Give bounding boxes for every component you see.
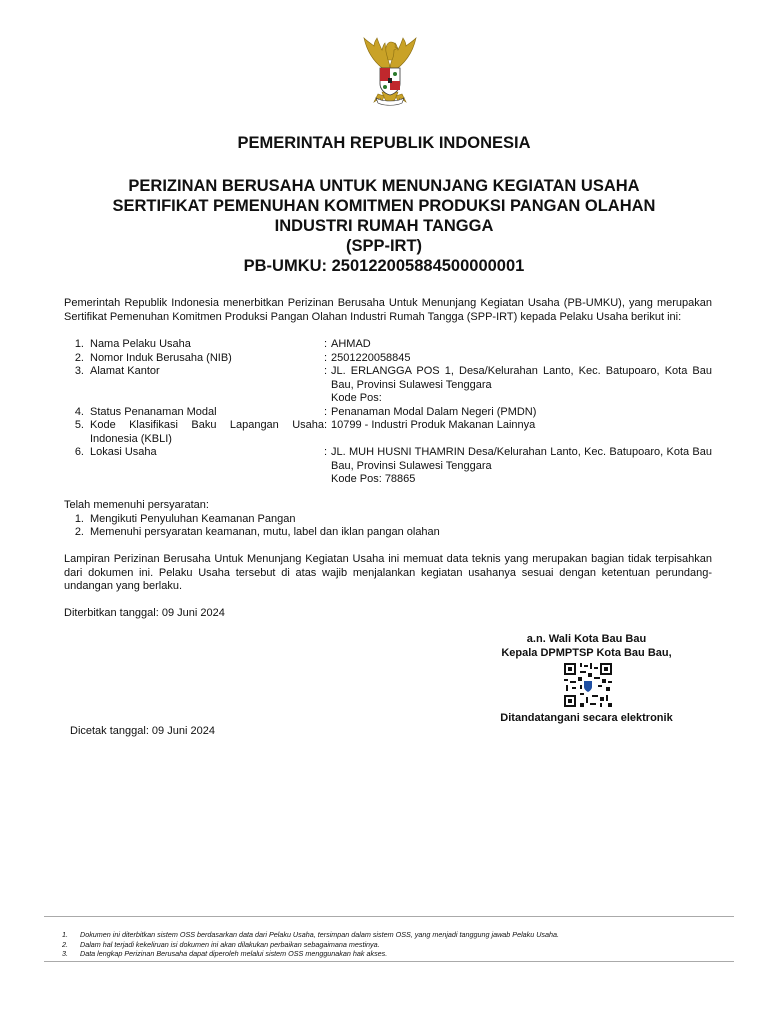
title-line: SERTIFIKAT PEMENUHAN KOMITMEN PRODUKSI PANGAN OLAHAN [112, 197, 656, 215]
business-details [64, 338, 712, 487]
detail-row: 1. Nama Pelaku Usaha : AHMAD [64, 338, 712, 352]
electronic-signature-note: Ditandatangani secara elektronik [500, 712, 673, 724]
detail-number: 4. [74, 405, 84, 418]
detail-value: JL. ERLANGGA POS 1, Desa/Kelurahan Lanto, Kec. Batupoaro, Kota Bau Bau, Provinsi Sulawesi Tenggara Kode Pos: [331, 365, 712, 404]
requirement-item: 2. Memenuhi persyaratan keamanan, mutu, label dan iklan pangan olahan [74, 526, 440, 538]
detail-label: Nama Pelaku Usaha [90, 338, 191, 350]
detail-value: 2501220058845 [331, 351, 411, 364]
detail-number: 1. [74, 338, 84, 350]
signature-official: Kepala DPMPTSP Kota Bau Bau, [501, 647, 672, 659]
title-line: INDUSTRI RUMAH TANGGA [274, 217, 494, 235]
detail-row: 4. Status Penanaman Modal : Penanaman Modal Dalam Negeri (PMDN) [64, 406, 712, 420]
printed-date: Dicetak tanggal: 09 Juni 2024 [70, 725, 215, 737]
detail-row: 5. Kode Klasifikasi Baku Lapangan Usaha Indonesia (KBLI) : 10799 - Industri Produk Makanan Lainnya [64, 419, 712, 446]
detail-number: 2. [74, 351, 84, 364]
requirement-item: 1. Mengikuti Penyuluhan Keamanan Pangan [74, 512, 296, 525]
detail-value: 10799 - Industri Produk Makanan Lainnya [331, 419, 536, 431]
requirements-section [64, 499, 712, 540]
detail-row: 3. Alamat Kantor : JL. ERLANGGA POS 1, Desa/Kelurahan Lanto, Kec. Batupoaro, Kota Bau Bau, Provinsi Sulawesi Tenggara Kode Pos: [64, 365, 712, 406]
detail-label: Kode Klasifikasi Baku Lapangan Usaha Indonesia (KBLI) [90, 419, 324, 445]
detail-row: 2. Nomor Induk Berusaha (NIB) : 2501220058845 [64, 352, 712, 366]
detail-row: 6. Lokasi Usaha : JL. MUH HUSNI THAMRIN Desa/Kelurahan Lanto, Kec. Batupoaro, Kota Bau Bau, Provinsi Sulawesi Tenggara Kode Pos: 78865 [64, 446, 712, 487]
detail-label: Lokasi Usaha [90, 446, 157, 458]
certificate-title [0, 176, 768, 276]
permit-number: PB-UMKU: 250122005884500000001 [243, 257, 525, 275]
government-heading: PEMERINTAH REPUBLIK INDONESIA [237, 134, 531, 152]
detail-label: Status Penanaman Modal [90, 405, 217, 418]
intro-paragraph: Pemerintah Republik Indonesia menerbitkan Perizinan Berusaha Untuk Menunjang Kegiatan Usaha (PB-UMKU), yang merupakan Sertifikat Pemenuhan Komitmen Produksi Pangan Olahan Industri Rumah Tangga (SPP-IRT) kepada Pelaku Usaha berikut ini: [64, 297, 712, 323]
detail-number: 6. [74, 446, 84, 458]
title-line: PERIZINAN BERUSAHA UNTUK MENUNJANG KEGIATAN USAHA [128, 177, 640, 195]
garuda-emblem-icon [352, 32, 428, 110]
footnote-item: 1. Dokumen ini diterbitkan sistem OSS berdasarkan data dari Pelaku Usaha, tersimpan dalam sistem OSS, yang menjadi tanggung jawab Pelaku Usaha. [62, 930, 560, 939]
detail-label: Nomor Induk Berusaha (NIB) [90, 351, 232, 364]
title-line: (SPP-IRT) [345, 237, 423, 255]
signature-on-behalf: a.n. Wali Kota Bau Bau [526, 633, 647, 645]
detail-number: 3. [74, 365, 84, 377]
footnotes [44, 916, 734, 962]
signature-block [480, 632, 693, 660]
footnote-item: 2. Dalam hal terjadi kekeliruan isi dokumen ini akan dilakukan perbaikan sebagaimana mestinya. [62, 939, 380, 949]
issued-date: Diterbitkan tanggal: 09 Juni 2024 [64, 607, 225, 619]
detail-value: JL. MUH HUSNI THAMRIN Desa/Kelurahan Lanto, Kec. Batupoaro, Kota Bau Bau, Provinsi Sulawesi Tenggara Kode Pos: 78865 [331, 446, 712, 485]
qr-code-icon [562, 661, 614, 709]
detail-value: AHMAD [331, 338, 371, 350]
attachment-paragraph: Lampiran Perizinan Berusaha Untuk Menunjang Kegiatan Usaha ini memuat data teknis yang merupakan bagian tidak terpisahkan dari dokumen ini. Pelaku Usaha tersebut di atas wajib menjalankan kegiatan usahanya sesuai dengan ketentuan perundang-undangan yang berlaku. [64, 553, 712, 592]
requirements-heading: Telah memenuhi persyaratan: [64, 499, 209, 511]
footnote-item: 3. Data lengkap Perizinan Berusaha dapat diperoleh melalui sistem OSS menggunakan hak akses. [62, 949, 388, 958]
detail-number: 5. [74, 419, 84, 431]
detail-label: Alamat Kantor [90, 365, 160, 377]
detail-value: Penanaman Modal Dalam Negeri (PMDN) [331, 405, 537, 418]
